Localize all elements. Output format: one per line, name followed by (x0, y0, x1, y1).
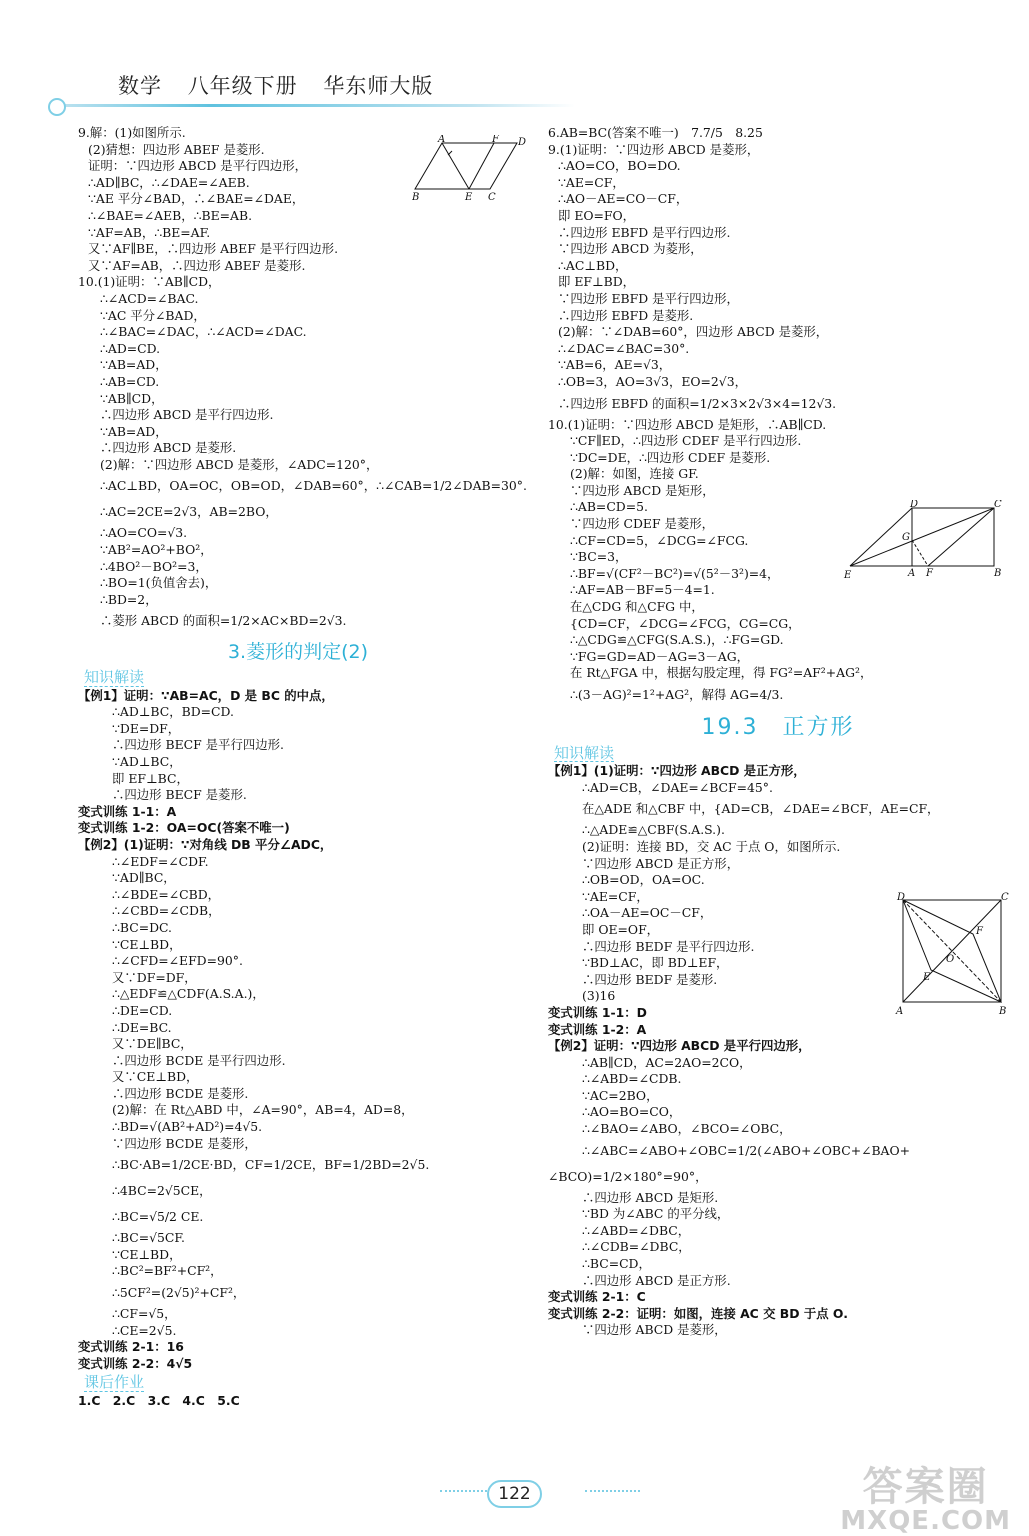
figure-parallelogram (412, 135, 527, 203)
solution-line: ∴AO=CO，BO=DO. (558, 158, 681, 174)
solution-line: ∴AC⊥BD，OA=OC，OB=OD，∠DAB=60°，∴∠CAB=1/2∠DAB=30°. (100, 478, 527, 494)
solution-line: ∵四边形 ABCD 是矩形， (570, 482, 715, 498)
solution-line: 变式训练 2-2：4√5 (78, 1355, 193, 1371)
solution-line: 变式训练 2-2：证明：如图，连接 AC 交 BD 于点 O. (548, 1305, 848, 1321)
solution-line: (2)解：∵四边形 ABCD 是菱形，∠ADC=120°， (100, 456, 379, 472)
solution-line: 即 EF⊥BD， (558, 274, 636, 290)
solution-line: (2)解：如图，连接 GF. (570, 466, 699, 482)
solution-line: 证明：∵四边形 ABCD 是平行四边形， (88, 158, 308, 174)
solution-line: ∴∠DAC=∠BAC=30°. (558, 340, 690, 356)
solution-line: ∵AB²=AO²+BO²， (100, 542, 213, 558)
solution-line: ∵AF=AB，∴BE=AF. (88, 224, 211, 240)
solution-line: ∵CE⊥BD， (112, 936, 182, 952)
solution-line: ∴BC·AB=1/2CE·BD，CF=1/2CE，BF=1/2BD=2√5. (112, 1157, 430, 1173)
solution-line: ∵AB=AD， (100, 423, 168, 439)
solution-line: 变式训练 1-2：OA=OC(答案不唯一) (78, 820, 290, 836)
solution-line: ∵DE=DF， (112, 720, 181, 736)
solution-line: ∴△CDG≌△CFG(S.A.S.)，∴FG=GD. (570, 632, 784, 648)
solution-line: 即 EO=FO， (558, 207, 636, 223)
solution-line: ∴AO－AE=CO－CF， (558, 191, 689, 207)
solution-line: 变式训练 2-1：C (548, 1289, 646, 1305)
fig2-label: E (844, 570, 852, 580)
solution-line: ∴∠BDE=∠CBD， (112, 886, 221, 902)
solution-line: ∴∠ACD=∠BAC. (100, 290, 199, 306)
solution-line: ∵AD⊥BC， (112, 754, 182, 769)
solution-line: ∴∠ABD=∠CDB. (582, 1071, 682, 1087)
solution-line: (2)解：在 Rt△ABD 中，∠A=90°，AB=4，AD=8， (112, 1102, 414, 1118)
right-column (548, 125, 1008, 1339)
solution-line: 变式训练 1-1：D (548, 1004, 647, 1020)
solution-line: ∴DE=BC. (112, 1019, 172, 1035)
solution-line: ∵DC=DE，∴四边形 CDEF 是菱形. (570, 449, 771, 465)
solution-line: ∵四边形 ABCD 是正方形， (582, 855, 740, 871)
solution-line: ∴∠ABC=∠ABO+∠OBC=1/2(∠ABO+∠OBC+∠BAO+ (582, 1142, 911, 1158)
solution-line: ∴AB=CD. (100, 373, 160, 389)
solution-line: ∵FG=GD=AD－AG=3－AG， (570, 648, 749, 664)
solution-line: ∴四边形 ABCD 是菱形. (100, 440, 237, 456)
section-title-square: 19.3 正方形 (701, 715, 855, 740)
solution-line: ∴∠BAC=∠DAC，∴∠ACD=∠DAC. (100, 324, 307, 340)
header-dot-icon (48, 98, 66, 116)
solution-line: ∵四边形 CDEF 是菱形， (570, 516, 715, 532)
solution-line: ∴4BC=2√5CE， (112, 1183, 212, 1199)
solution-line: ∵BC=3， (570, 549, 628, 565)
fig1-label: B (412, 192, 420, 203)
solution-line: ∵四边形 EBFD 是平行四边形， (558, 290, 739, 306)
solution-line: ∵四边形 ABCD 是菱形， (582, 1322, 727, 1338)
solution-line: 在△CDG 和△CFG 中， (570, 599, 704, 615)
header-title (118, 70, 451, 100)
solution-line: ∴四边形 BECF 是菱形. (112, 787, 247, 803)
solution-line: ∴四边形 ABCD 是平行四边形. (100, 407, 274, 423)
watermark-text: 答案圈 (862, 1464, 989, 1510)
solution-line: 9.(1)证明：∵四边形 ABCD 是菱形， (548, 141, 760, 157)
solution-line: 【例1】证明：∵AB=AC，D 是 BC 的中点， (78, 687, 334, 703)
fig2-label: D (910, 500, 919, 510)
solution-line: 又∵DE∥BC， (112, 1036, 193, 1052)
solution-line: (2)猜想：四边形 ABEF 是菱形. (88, 141, 265, 157)
solution-line: 【例1】(1)证明：∵四边形 ABCD 是正方形， (548, 763, 806, 779)
fig3-label: A (896, 1006, 904, 1017)
solution-line: (2)证明：连接 BD，交 AC 于点 O，如图所示. (582, 838, 841, 854)
homework-answers: 1.C 2.C 3.C 4.C 5.C (78, 1393, 240, 1408)
solution-line: ∴BF=√(CF²－BC²)=√(5²－3²)=4， (570, 565, 780, 581)
solution-line: ∴AD∥BC，∴∠DAE=∠AEB. (88, 174, 250, 190)
solution-line: ∴四边形 BEDF 是菱形. (582, 971, 718, 987)
solution-line: ∴四边形 ABCD 是正方形. (582, 1272, 731, 1288)
solution-line: {CD=CF，∠DCG=∠FCG，CG=CG， (570, 615, 801, 631)
solution-line: ∵AE=CF， (558, 174, 625, 190)
solution-line: ∴四边形 EBFD 是平行四边形. (558, 224, 731, 240)
solution-line: ∵AB=AD， (100, 357, 168, 373)
solution-line: ∴DE=CD. (112, 1002, 173, 1018)
left-column (78, 125, 527, 1410)
fig3-label: D (897, 892, 906, 903)
solution-line: 9.解：(1)如图所示. (78, 125, 186, 140)
subheading-knowledge-2: 知识解读 (554, 743, 615, 762)
solution-line: ∴菱形 ABCD 的面积=1/2×AC×BD=2√3. (100, 613, 347, 629)
solution-line: ∵BD 为∠ABC 的平分线， (582, 1206, 730, 1222)
fig1-label: E (465, 192, 473, 203)
solution-line: ∴∠CBD=∠CDB， (112, 903, 221, 919)
solution-line: ∴四边形 BCDE 是平行四边形. (112, 1052, 286, 1068)
solution-line: ∴AO=CO=√3. (100, 525, 188, 541)
solution-line: ∴△ADE≌△CBF(S.A.S.). (582, 822, 725, 838)
solution-line: ∵AE=CF， (582, 888, 649, 904)
solution-line: ∴四边形 BEDF 是平行四边形. (582, 938, 755, 954)
solution-line: 【例2】(1)证明：∵对角线 DB 平分∠ADC， (78, 836, 333, 852)
solution-line: ∴AC⊥BD， (558, 257, 628, 273)
solution-line: ∴AD=CB，∠DAE=∠BCF=45°. (582, 779, 773, 795)
solution-line: ∴BC=CD， (582, 1256, 651, 1272)
fig2-label: B (994, 568, 1002, 579)
solution-line: ∴∠BAE=∠AEB，∴BE=AB. (88, 207, 253, 223)
solution-line: ∴BC²=BF²+CF²， (112, 1263, 223, 1279)
solution-line: ∴BC=√5CF. (112, 1230, 185, 1246)
solution-line: ∴BD=√(AB²+AD²)=4√5. (112, 1119, 263, 1135)
solution-line: 即 OE=OF， (582, 921, 660, 937)
solution-line: 变式训练 1-1：A (78, 803, 177, 819)
subheading-knowledge: 知识解读 (84, 668, 145, 687)
solution-line: ∵CF∥ED，∴四边形 CDEF 是平行四边形. (570, 433, 802, 449)
solution-line: ∵AC=2BO， (582, 1087, 659, 1103)
solution-line: ∴AF=AB－BF=5－4=1. (570, 582, 715, 598)
solution-line: ∵AC 平分∠BAD， (100, 307, 206, 323)
solution-line: ∴BO=1(负值舍去)， (100, 575, 218, 591)
fig1-label: A (438, 135, 446, 145)
fig3-label: O (946, 954, 955, 965)
solution-line: ∴4BO²－BO²=3， (100, 558, 208, 574)
fig2-label: G (902, 532, 910, 543)
solution-line: ∴∠CFD=∠EFD=90°. (112, 953, 243, 969)
solution-line: ∴BC=DC. (112, 919, 172, 935)
solution-line: ∴5CF²=(2√5)²+CF²， (112, 1285, 246, 1301)
fig1-label: D (518, 137, 527, 148)
solution-line: ∴四边形 BCDE 是菱形. (112, 1085, 249, 1101)
solution-line: ∴CF=√5， (112, 1306, 177, 1322)
fig3-label: C (1001, 892, 1009, 903)
solution-line: ∴AD⊥BC，BD=CD. (112, 704, 234, 720)
solution-line: 即 EF⊥BC， (112, 770, 189, 786)
solution-line: ∴△EDF≌△CDF(A.S.A.)， (112, 986, 265, 1002)
solution-line: ∴AD=CD. (100, 340, 161, 356)
solution-line: 在△ADE 和△CBF 中，{AD=CB，∠DAE=∠BCF，AE=CF， (582, 801, 940, 817)
solution-line: 变式训练 1-2：A (548, 1021, 647, 1037)
fig1-label: C (488, 192, 496, 203)
header-grade: 八年级下册 (187, 74, 298, 98)
figure-square (893, 890, 1013, 1020)
right-block-2 (548, 763, 1008, 1339)
solution-line: ∴OA－AE=OC－CF， (582, 905, 713, 921)
solution-line: ∴BC=√5/2 CE. (112, 1209, 204, 1225)
page-number: 122 (487, 1480, 541, 1508)
solution-line: (2)解：∵∠DAB=60°，四边形 ABCD 是菱形， (558, 324, 829, 340)
solution-line: ∴四边形 EBFD 的面积=1/2×3×2√3×4=12√3. (558, 395, 837, 411)
solution-line: (3)16 (582, 988, 616, 1004)
solution-line: 又∵CE⊥BD， (112, 1069, 199, 1085)
solution-line: ∴∠EDF=∠CDF. (112, 853, 209, 869)
solution-line: ∵四边形 BCDE 是菱形， (112, 1135, 257, 1151)
fig3-label: F (976, 926, 983, 937)
solution-line: ∴CE=2√5. (112, 1322, 177, 1338)
solution-line: ∵四边形 ABCD 为菱形， (558, 241, 703, 257)
solution-line: ∵AB∥CD， (100, 390, 164, 406)
solution-line: ∴BD=2， (100, 591, 158, 607)
solution-line: 10.(1)证明：∵AB∥CD， (78, 274, 221, 290)
solution-line: ∴AC=2CE=2√3，AB=2BO， (100, 504, 278, 520)
solution-line: ∠BCO)=1/2×180°=90°， (548, 1168, 708, 1184)
solution-line: ∴CF=CD=5，∠DCG=∠FCG. (570, 532, 749, 548)
solution-line: ∴∠BAO=∠ABO，∠BCO=∠OBC， (582, 1121, 792, 1137)
header-subject: 数学 (118, 74, 162, 98)
header-edition: 华东师大版 (323, 74, 434, 98)
solution-line: 【例2】证明：∵四边形 ABCD 是平行四边形， (548, 1038, 811, 1054)
section-title-rhombus: 3.菱形的判定(2) (227, 641, 369, 664)
solution-line: ∴AB=CD=5. (570, 499, 648, 515)
solution-line: ∴四边形 EBFD 是菱形. (558, 307, 694, 323)
solution-line: ∵AB=6，AE=√3， (558, 357, 672, 373)
solution-line: 6.AB=BC(答案不唯一) 7.7/5 8.25 (548, 125, 763, 140)
solution-line: ∵CE⊥BD， (112, 1246, 182, 1262)
watermark-url: MXQE.COM (840, 1506, 1011, 1536)
header-rule (55, 104, 575, 107)
figure-rectangle-rhombus (842, 500, 1007, 580)
solution-line: ∴(3－AG)²=1²+AG²，解得 AG=4/3. (570, 687, 784, 702)
solution-line: ∴四边形 ABCD 是矩形. (582, 1189, 719, 1205)
solution-line: 10.(1)证明：∵四边形 ABCD 是矩形，∴AB∥CD. (548, 416, 827, 432)
fig2-label: F (926, 568, 933, 579)
solution-line: 又∵DF=DF， (112, 969, 197, 985)
solution-line: ∴∠ABD=∠DBC， (582, 1222, 691, 1238)
solution-line: ∴AB∥CD，AC=2AO=2CO， (582, 1054, 752, 1070)
solution-line: ∴OB=OD，OA=OC. (582, 872, 705, 888)
fig2-label: A (908, 568, 916, 579)
watermark-logo (840, 1455, 1011, 1536)
solution-line: ∴∠CDB=∠DBC， (582, 1239, 691, 1255)
solution-line: ∵BD⊥AC，即 BD⊥EF， (582, 955, 729, 971)
solution-line: ∴四边形 BECF 是平行四边形. (112, 737, 284, 753)
right-block-1 (548, 125, 1008, 708)
solution-line: 又∵AF∥BE，∴四边形 ABEF 是平行四边形. (88, 241, 339, 257)
solution-line: ∴AO=BO=CO， (582, 1104, 682, 1120)
solution-line: ∵AE 平分∠BAD，∴∠BAE=∠DAE， (88, 191, 305, 207)
fig3-label: B (999, 1006, 1007, 1017)
fig2-label: C (994, 500, 1002, 510)
solution-line: 又∵AF=AB，∴四边形 ABEF 是菱形. (88, 257, 306, 273)
subheading-homework: 课后作业 (84, 1373, 145, 1392)
solution-line: ∴OB=3，AO=3√3，EO=2√3， (558, 373, 747, 389)
solution-line: 在 Rt△FGA 中，根据勾股定理，得 FG²=AF²+AG²， (570, 665, 873, 681)
solution-line: 变式训练 2-1：16 (78, 1339, 184, 1355)
solution-line: ∵AD∥BC， (112, 870, 176, 886)
fig3-label: E (923, 972, 931, 983)
left-block-2 (78, 688, 518, 1373)
fig1-label: F (492, 135, 499, 145)
